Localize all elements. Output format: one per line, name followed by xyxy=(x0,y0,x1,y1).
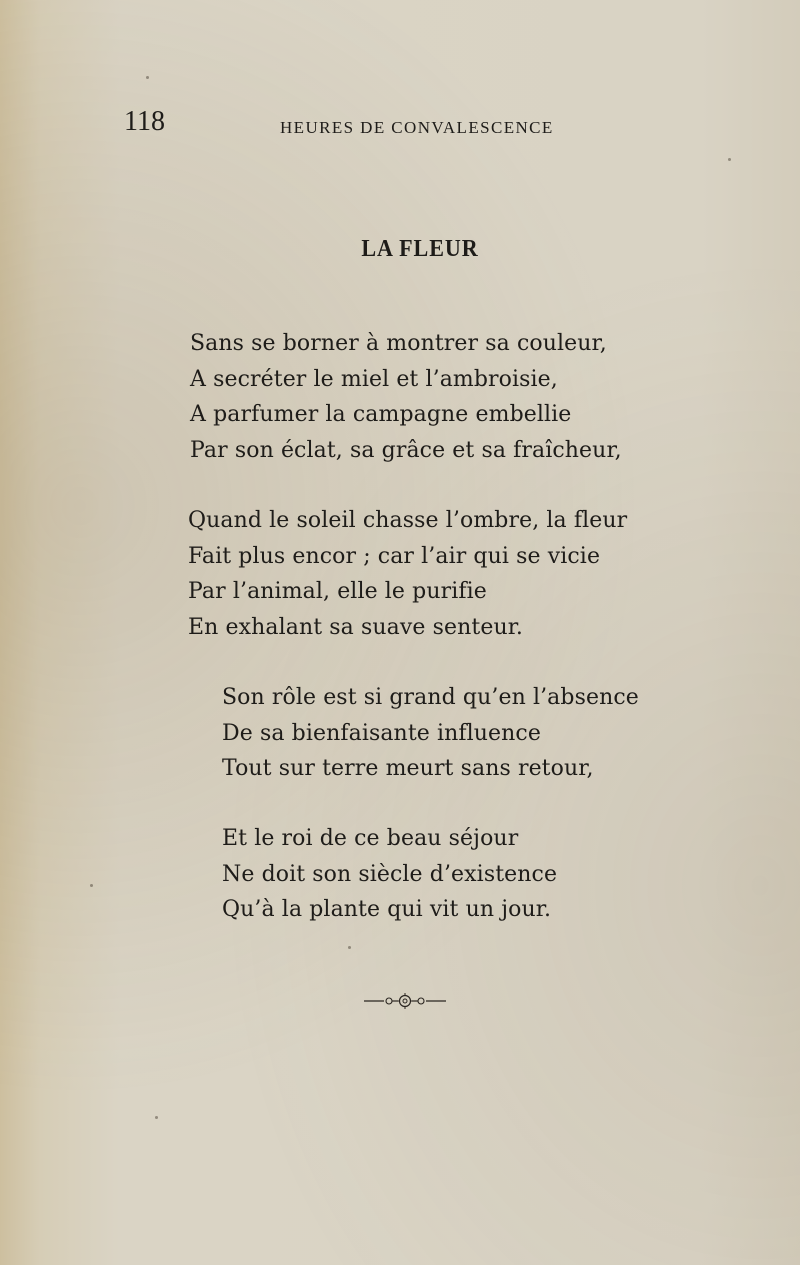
stanza-2 xyxy=(188,503,627,645)
paper-speck xyxy=(90,884,93,887)
poem-line: Sans se borner à montrer sa couleur, xyxy=(190,331,607,356)
paper-speck xyxy=(155,1116,158,1119)
poem-line: Son rôle est si grand qu’en l’absence xyxy=(222,685,639,710)
poem-line: Tout sur terre meurt sans retour, xyxy=(222,756,594,781)
poem-line: Quand le soleil chasse l’ombre, la fleur xyxy=(188,508,628,533)
poem-line: Par l’animal, elle le purifie xyxy=(188,579,487,604)
poem-line: Par son éclat, sa grâce et sa fraîcheur, xyxy=(190,437,622,463)
poem-line: Qu’à la plante qui vit un jour. xyxy=(222,897,552,922)
paper-speck xyxy=(728,158,731,161)
running-title: HEURES DE CONVALESCENCE xyxy=(280,118,554,137)
poem-line: De sa bienfaisante influence xyxy=(222,720,541,746)
poem-line: A parfumer la campagne embellie xyxy=(190,402,572,427)
paper-speck xyxy=(146,76,149,79)
poem-line: Fait plus encor ; car l’air qui se vicie xyxy=(188,543,601,569)
stanza-4 xyxy=(222,821,557,928)
poem-line: Et le roi de ce beau séjour xyxy=(222,826,519,851)
paper-speck xyxy=(348,946,351,949)
page-number: 118 xyxy=(124,106,165,137)
poem-line: En exhalant sa suave senteur. xyxy=(188,614,524,640)
stanza-3 xyxy=(222,680,639,787)
fleuron-icon xyxy=(364,990,446,1012)
poem-title: LA FLEUR xyxy=(361,236,479,262)
poem-line: A secréter le miel et l’ambroisie, xyxy=(190,366,558,392)
running-head xyxy=(120,106,580,140)
poem-line: Ne doit son siècle d’existence xyxy=(222,861,558,887)
stanza-1 xyxy=(190,326,622,468)
